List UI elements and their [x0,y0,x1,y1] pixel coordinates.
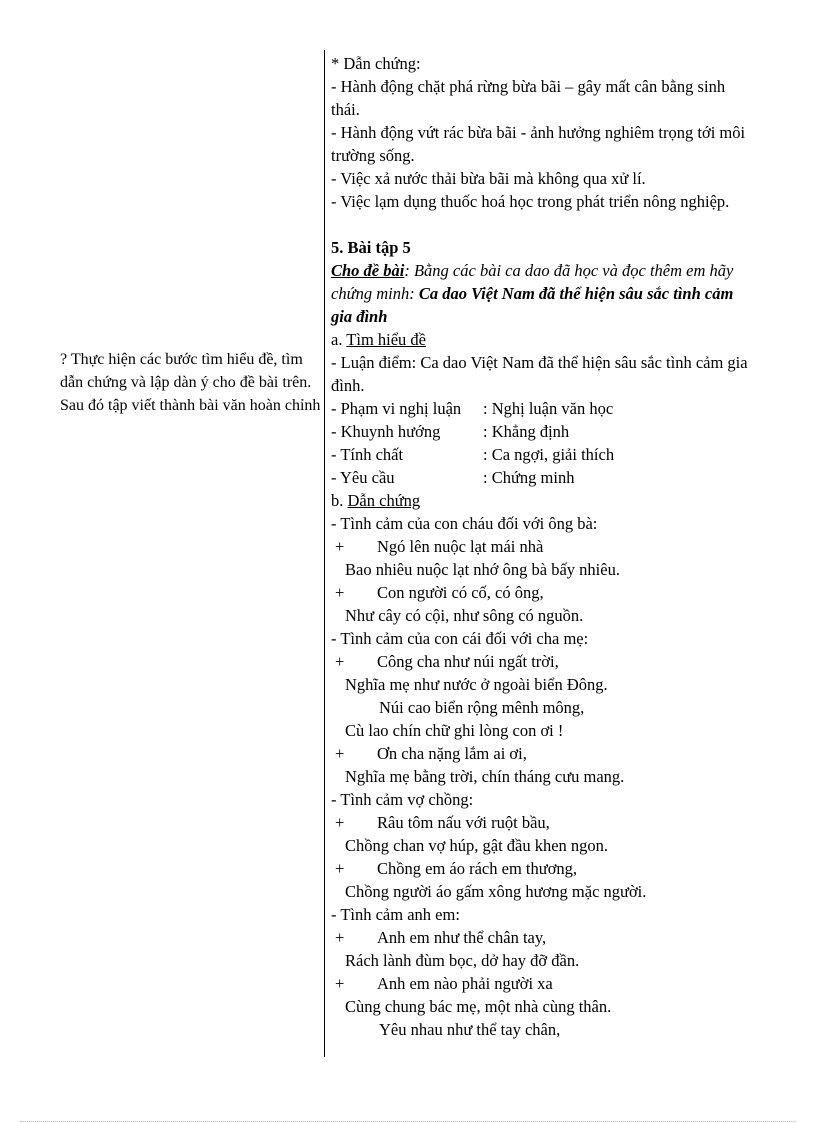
analysis-value: : Ca ngợi, giải thích [483,445,615,464]
analysis-value: : Nghị luận văn học [483,399,614,418]
analysis-row [331,397,751,420]
verse-text: Ơn cha nặng lắm ai ơi, [377,744,527,763]
plus-marker: + [335,928,345,947]
verse-line: Cù lao chín chữ ghi lòng con ơi ! [345,721,564,740]
plus-marker: + [335,652,345,671]
part-b-heading [331,489,751,512]
verse-text: Râu tôm nấu với ruột bầu, [377,813,550,832]
evidence-item: - Việc xả nước thải bừa bãi mà không qua xử lí. [331,169,646,188]
verse-line: Chồng người áo gấm xông hương mặc người. [345,882,647,901]
prompt-sep: : [404,261,410,280]
verse-line [331,857,751,880]
verse-text: Công cha như núi ngất trời, [377,652,559,671]
verse-text: Anh em như thể chân tay, [377,928,547,947]
page-edge [20,1121,796,1122]
analysis-value: : Khẳng định [483,422,570,441]
exercise-title: 5. Bài tập 5 [331,238,411,257]
verse-text: Con người có cố, có ông, [377,583,544,602]
part-b-body [331,512,751,1041]
prompt-thesis: Ca dao Việt Nam đã thể hiện sâu sắc tình cảm gia đình [331,284,734,326]
part-b-prefix: b. [331,491,348,510]
plus-marker: + [335,859,345,878]
plus-marker: + [335,974,345,993]
verse-line: Cùng chung bác mẹ, một nhà cùng thân. [345,997,612,1016]
evidence-item: - Hành động vứt rác bừa bãi - ảnh hưởng nghiêm trọng tới môi trường sống. [331,123,746,165]
analysis-label: - Tính chất [331,445,404,464]
verse-line [331,650,751,673]
plus-marker: + [335,537,345,556]
verse-text: Ngó lên nuộc lạt mái nhà [377,537,544,556]
right-column [331,52,751,1041]
exercise-prompt [331,259,751,328]
verse-line: Rách lành đùm bọc, dở hay đỡ đần. [345,951,580,970]
verse-text: Anh em nào phải người xa [377,974,553,993]
verse-line [331,535,751,558]
prompt-text: Bằng các bài ca dao đã học và đọc thêm em hãy chứng minh: [331,261,734,303]
verse-line: Bao nhiêu nuộc lạt nhớ ông bà bấy nhiêu. [345,560,620,579]
verse-line [331,811,751,834]
verse-line [331,1018,751,1041]
spacer [331,213,751,236]
verse-line [331,581,751,604]
part-a-rows [331,397,751,489]
plus-marker: + [335,744,345,763]
prompt-label: Cho đề bài [331,261,405,280]
verse-text: Yêu nhau như thể tay chân, [379,1020,561,1039]
evidence-heading: * Dẫn chứng: [331,54,421,73]
evidence-item: - Việc lạm dụng thuốc hoá học trong phát triển nông nghiệp. [331,192,730,211]
verse-text: Chồng em áo rách em thương, [377,859,578,878]
verse-line: Nghĩa mẹ như nước ở ngoài biển Đông. [345,675,608,694]
column-divider [324,50,325,1057]
analysis-label: - Phạm vi nghị luận [331,399,462,418]
verse-line [331,742,751,765]
evidence-item: - Hành động chặt phá rừng bừa bãi – gây mất cân bằng sinh thái. [331,77,726,119]
verse-line: Nghĩa mẹ bằng trời, chín tháng cưu mang. [345,767,625,786]
plus-marker: + [335,813,345,832]
evidence-group-heading: - Tình cảm của con cháu đối với ông bà: [331,514,598,533]
evidence-group-heading: - Tình cảm vợ chồng: [331,790,474,809]
analysis-row [331,443,751,466]
part-b-title: Dẫn chứng [347,491,421,510]
left-column-question: ? Thực hiện các bước tìm hiểu đề, tìm dẫn chứng và lập dàn ý cho đề bài trên. Sau đó tập viết thành bài văn hoàn chỉnh [60,351,321,414]
evidence-group-heading: - Tình cảm anh em: [331,905,460,924]
plus-marker: + [335,583,345,602]
verse-line [331,696,751,719]
analysis-label: - Khuynh hướng [331,422,441,441]
verse-line: Như cây có cội, như sông có nguồn. [345,606,584,625]
analysis-row [331,420,751,443]
part-a-thesis: - Luận điểm: Ca dao Việt Nam đã thể hiện sâu sắc tình cảm gia đình. [331,353,748,395]
verse-line [331,926,751,949]
verse-line [331,972,751,995]
analysis-label: - Yêu cầu [331,468,395,487]
analysis-row [331,466,751,489]
part-a-prefix: a. [331,330,347,349]
evidence-group-heading: - Tình cảm của con cái đối với cha mẹ: [331,629,589,648]
part-a-heading [331,328,751,351]
verse-text: Núi cao biển rộng mênh mông, [379,698,585,717]
analysis-value: : Chứng minh [483,468,575,487]
verse-line: Chồng chan vợ húp, gật đầu khen ngon. [345,836,609,855]
part-a-title: Tìm hiểu đề [346,330,427,349]
